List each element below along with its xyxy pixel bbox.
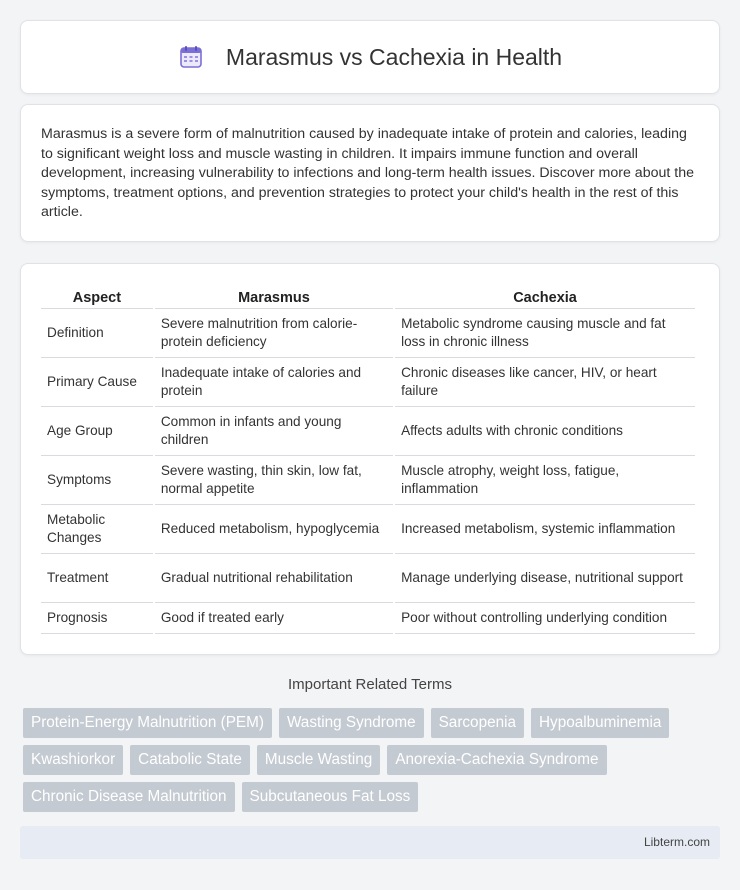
table-cell: Reduced metabolism, hypoglycemia bbox=[155, 505, 393, 554]
related-term-tag[interactable]: Muscle Wasting bbox=[257, 745, 380, 775]
page-title: Marasmus vs Cachexia in Health bbox=[225, 43, 563, 70]
table-header-row bbox=[41, 282, 695, 309]
column-header: Aspect bbox=[41, 282, 153, 309]
table-cell: Definition bbox=[41, 309, 153, 358]
table-cell: Gradual nutritional rehabilitation bbox=[155, 554, 393, 603]
table-row bbox=[41, 309, 695, 358]
column-header: Marasmus bbox=[155, 282, 393, 309]
related-term-tag[interactable]: Wasting Syndrome bbox=[279, 708, 424, 738]
related-term-tag[interactable]: Hypoalbuminemia bbox=[531, 708, 669, 738]
table-cell: Metabolic syndrome causing muscle and fat loss in chronic illness bbox=[395, 309, 695, 358]
related-term-tag[interactable]: Protein-Energy Malnutrition (PEM) bbox=[23, 708, 272, 738]
table-cell: Common in infants and young children bbox=[155, 407, 393, 456]
table-row bbox=[41, 358, 695, 407]
footer bbox=[20, 826, 720, 859]
related-term-tag[interactable]: Chronic Disease Malnutrition bbox=[23, 782, 235, 812]
comparison-table-card bbox=[20, 263, 720, 655]
tag-row bbox=[23, 745, 723, 775]
table-cell: Muscle atrophy, weight loss, fatigue, inflammation bbox=[395, 456, 695, 505]
column-header: Cachexia bbox=[395, 282, 695, 309]
table-cell: Manage underlying disease, nutritional support bbox=[395, 554, 695, 603]
related-terms-title: Important Related Terms bbox=[288, 676, 452, 693]
related-terms bbox=[23, 708, 723, 819]
table-cell: Primary Cause bbox=[41, 358, 153, 407]
table-cell: Symptoms bbox=[41, 456, 153, 505]
table-cell: Poor without controlling underlying condition bbox=[395, 603, 695, 634]
related-term-tag[interactable]: Sarcopenia bbox=[431, 708, 524, 738]
table-cell: Treatment bbox=[41, 554, 153, 603]
table-cell: Age Group bbox=[41, 407, 153, 456]
table-cell: Severe malnutrition from calorie-protein deficiency bbox=[155, 309, 393, 358]
table-cell: Chronic diseases like cancer, HIV, or heart failure bbox=[395, 358, 695, 407]
tag-row bbox=[23, 708, 723, 738]
table-cell: Severe wasting, thin skin, low fat, normal appetite bbox=[155, 456, 393, 505]
comparison-table bbox=[39, 282, 697, 634]
table-row bbox=[41, 603, 695, 634]
calendar-icon bbox=[178, 44, 204, 70]
related-term-tag[interactable]: Anorexia-Cachexia Syndrome bbox=[387, 745, 606, 775]
table-row bbox=[41, 554, 695, 603]
table-row bbox=[41, 505, 695, 554]
table-cell: Metabolic Changes bbox=[41, 505, 153, 554]
table-row bbox=[41, 456, 695, 505]
related-term-tag[interactable]: Kwashiorkor bbox=[23, 745, 123, 775]
table-cell: Prognosis bbox=[41, 603, 153, 634]
intro-text: Marasmus is a severe form of malnutrition caused by inadequate intake of protein and calories, leading to significant weight loss and muscle wasting in children. It impairs immune function and overall development, increasing vulnerability to infections and long-term health issues. Discover more about the symptoms, treatment options, and prevention strategies to protect your child's health in the rest of this article. bbox=[41, 126, 694, 221]
tag-row bbox=[23, 782, 723, 812]
table-cell: Affects adults with chronic conditions bbox=[395, 407, 695, 456]
table-cell: Increased metabolism, systemic inflammation bbox=[395, 505, 695, 554]
related-term-tag[interactable]: Subcutaneous Fat Loss bbox=[242, 782, 419, 812]
table-cell: Good if treated early bbox=[155, 603, 393, 634]
table-row bbox=[41, 407, 695, 456]
table-cell: Inadequate intake of calories and protein bbox=[155, 358, 393, 407]
footer-link[interactable]: Libterm.com bbox=[643, 835, 710, 849]
intro-card bbox=[20, 104, 720, 242]
related-term-tag[interactable]: Catabolic State bbox=[130, 745, 250, 775]
header-card bbox=[20, 20, 720, 94]
